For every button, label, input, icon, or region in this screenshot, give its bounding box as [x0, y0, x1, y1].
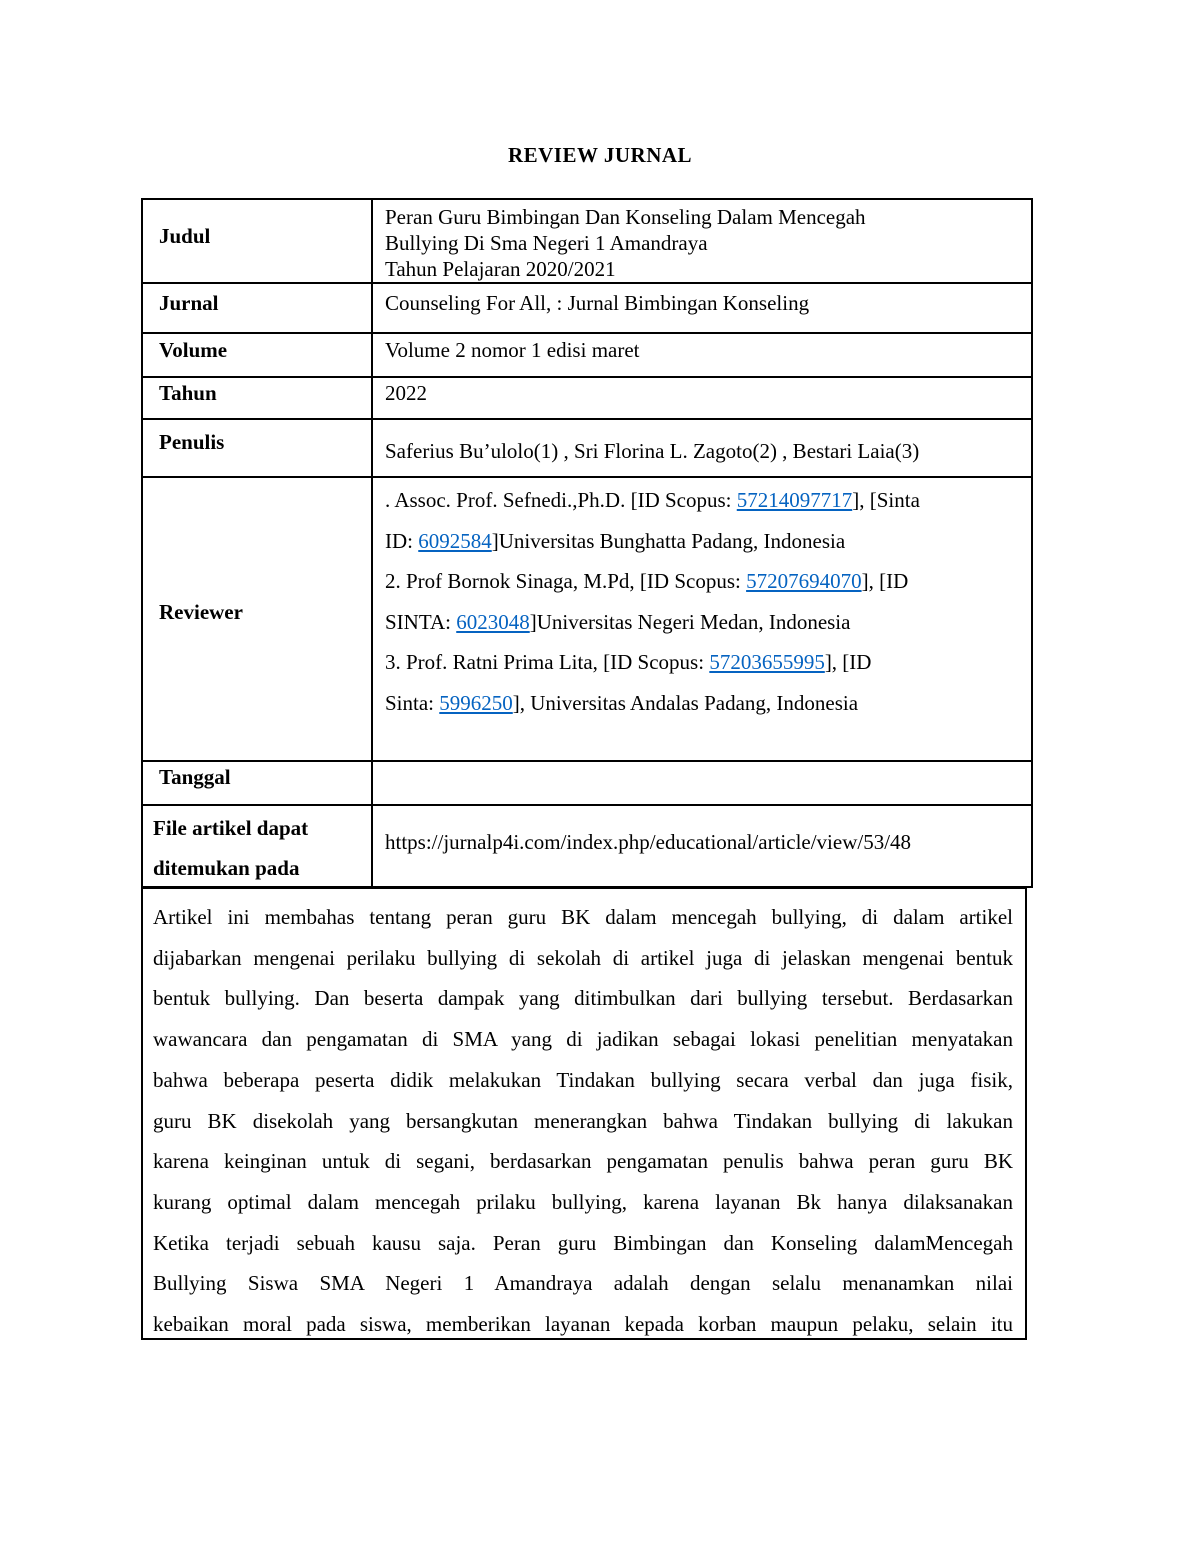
summary-line: Artikel ini membahas tentang peran guru BK dalam mencegah bullying, di dalam artikel: [153, 905, 1013, 929]
reviewer-3-scopus-link[interactable]: 57203655995: [709, 650, 825, 674]
reviewer-1-sinta-link[interactable]: 6092584: [418, 528, 492, 553]
reviewer-3-line-1: [385, 642, 1031, 683]
judul-line-1: Peran Guru Bimbingan Dan Konseling Dalam Mencegah: [385, 205, 866, 229]
reviewer-1-scopus-link[interactable]: 57214097717: [736, 488, 853, 512]
reviewer-2-line-1: [385, 561, 1031, 602]
row-jurnal: [143, 282, 1031, 332]
label-file-line-1: File artikel dapat: [153, 816, 309, 840]
summary-line: guru BK disekolah yang bersangkutan menerangkan bahwa Tindakan bullying di lakukan: [153, 1108, 1013, 1133]
summary-line: kurang optimal dalam mencegah prilaku bullying, karena layanan Bk hanya dilaksanakan: [153, 1189, 1013, 1214]
reviewer-3-mid: ], [ID: [824, 650, 872, 674]
summary-line: wawancara dan pengamatan di SMA yang di jadikan sebagai lokasi penelitian menyatakan: [153, 1027, 1013, 1052]
row-judul: [143, 198, 1031, 282]
reviewer-2-sinta-label: SINTA:: [385, 609, 457, 634]
reviewer-1-mid: ], [Sinta: [852, 488, 920, 512]
value-reviewer: [373, 478, 1031, 760]
label-tanggal: Tanggal: [143, 762, 373, 804]
value-volume: Volume 2 nomor 1 edisi maret: [385, 338, 640, 362]
document-title: REVIEW JURNAL: [507, 143, 693, 167]
label-reviewer: Reviewer: [143, 478, 373, 760]
reviewer-3-sinta-label: Sinta:: [385, 690, 440, 715]
row-tahun: [143, 376, 1031, 418]
reviewer-3-name: 3. Prof. Ratni Prima Lita, [ID Scopus:: [385, 650, 710, 674]
reviewer-3-affiliation: ], Universitas Andalas Padang, Indonesia: [512, 690, 859, 715]
summary-box: [141, 886, 1027, 1340]
reviewer-2-line-2: [385, 602, 1031, 643]
row-file: [143, 804, 1031, 888]
summary-line: karena keinginan untuk di segani, berdasarkan pengamatan penulis bahwa peran guru BK: [153, 1149, 1013, 1174]
value-file-url: https://jurnalp4i.com/index.php/educational/article/view/53/48: [385, 830, 912, 854]
summary-line: Ketika terjadi sebuah kausu saja. Peran guru Bimbingan dan Konseling dalamMencegah: [153, 1230, 1013, 1255]
row-volume: [143, 332, 1031, 376]
judul-line-2: Bullying Di Sma Negeri 1 Amandraya: [385, 231, 708, 255]
label-file-line-2: ditemukan pada: [153, 856, 300, 880]
reviewer-2-mid: ], [ID: [861, 569, 909, 593]
row-reviewer: [143, 476, 1031, 760]
reviewer-2-name: 2. Prof Bornok Sinaga, M.Pd, [ID Scopus:: [385, 569, 747, 593]
summary-line: kebaikan moral pada siswa, memberikan layanan kepada korban maupun pelaku, selain itu: [153, 1312, 1013, 1337]
row-tanggal: [143, 760, 1031, 804]
value-tahun: 2022: [385, 381, 427, 405]
review-table: [141, 198, 1033, 888]
value-penulis: Saferius Bu’ulolo(1) , Sri Florina L. Zagoto(2) , Bestari Laia(3): [385, 439, 920, 463]
reviewer-3-line-2: [385, 683, 1031, 724]
summary-line: Bullying Siswa SMA Negeri 1 Amandraya adalah dengan selalu menanamkan nilai: [153, 1271, 1013, 1296]
value-judul: [373, 200, 1031, 282]
reviewer-1-line-2: [385, 521, 1031, 562]
reviewer-2-scopus-link[interactable]: 57207694070: [746, 569, 862, 593]
label-jurnal: Jurnal: [143, 284, 373, 332]
judul-line-3: Tahun Pelajaran 2020/2021: [385, 257, 616, 281]
reviewer-3-sinta-link[interactable]: 5996250: [439, 690, 513, 715]
summary-line: bentuk bullying. Dan beserta dampak yang ditimbulkan dari bullying tersebut. Berdasarkan: [153, 986, 1013, 1011]
value-tanggal: [373, 762, 1031, 804]
reviewer-1-affiliation: ]Universitas Bunghatta Padang, Indonesia: [491, 528, 846, 553]
reviewer-1-sinta-label: ID:: [385, 528, 419, 553]
reviewer-1-line-1: [385, 480, 1031, 521]
label-file: [143, 806, 373, 886]
value-jurnal: Counseling For All, : Jurnal Bimbingan Konseling: [385, 291, 810, 315]
row-penulis: [143, 418, 1031, 476]
reviewer-1-name: . Assoc. Prof. Sefnedi.,Ph.D. [ID Scopus:: [385, 488, 737, 512]
label-penulis: Penulis: [143, 420, 373, 476]
summary-line: dijabarkan mengenai perilaku bullying di sekolah di artikel juga di jelaskan mengenai bentuk: [153, 945, 1013, 970]
label-volume: Volume: [143, 334, 373, 376]
label-judul: Judul: [143, 200, 373, 282]
reviewer-2-affiliation: ]Universitas Negeri Medan, Indonesia: [529, 609, 851, 634]
summary-line: bahwa beberapa peserta didik melakukan Tindakan bullying secara verbal dan juga fisik,: [153, 1067, 1013, 1092]
label-tahun: Tahun: [143, 378, 373, 418]
reviewer-2-sinta-link[interactable]: 6023048: [456, 609, 530, 634]
